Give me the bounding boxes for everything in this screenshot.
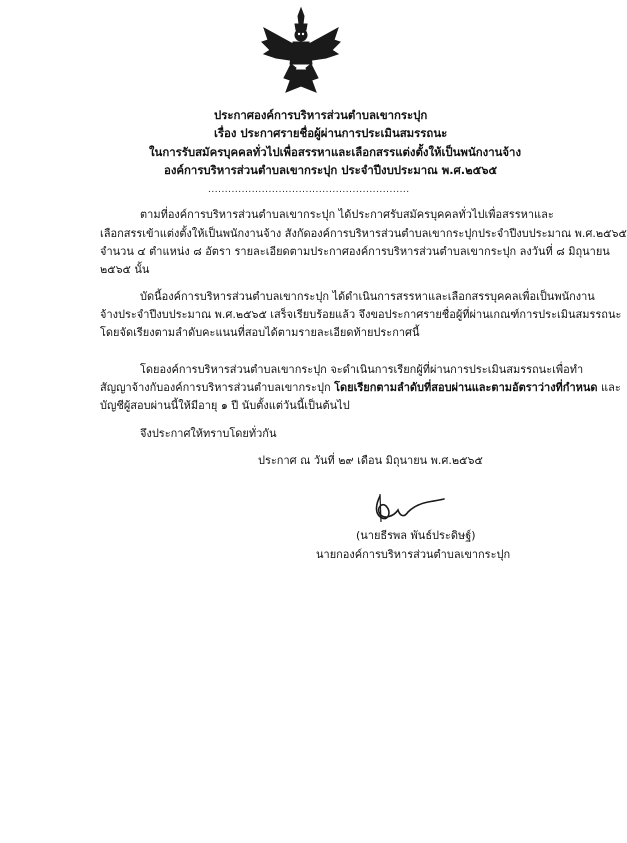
header-divider: ............................................................: [208, 185, 410, 195]
paragraph-1-line-3: จำนวน ๔ ตำแหน่ง ๘ อัตรา รายละเอียดตามประกาศองค์การบริหารส่วนตำบลเขากระปุก ลงวันที่ ๘ มิถุนายน: [100, 245, 610, 258]
announcement-subject-line3: องค์การบริหารส่วนตำบลเขากระปุก ประจำปีงบประมาณ พ.ศ.๒๕๖๕: [164, 163, 498, 177]
paragraph-3-tail: และ: [597, 381, 621, 394]
signatory-name: (นายธีรพล พันธ์ประดิษฐ์): [356, 529, 476, 542]
paragraph-1-line-2: เลือกสรรเข้าแต่งตั้งให้เป็นพนักงานจ้าง สังกัดองค์การบริหารส่วนตำบลเขากระปุกประจำปีงบประมาณ พ.ศ.๒๕๖๕: [100, 227, 627, 240]
paragraph-3-text: สัญญาจ้างกับองค์การบริหารส่วนตำบลเขากระปุก: [100, 381, 335, 394]
announcement-subject-line2: ในการรับสมัครบุคคลทั่วไปเพื่อสรรหาและเลือกสรรแต่งตั้งให้เป็นพนักงานจ้าง: [149, 145, 522, 159]
paragraph-2-line-3: โดยจัดเรียงตามลำดับคะแนนที่สอบได้ตามรายละเอียดท้ายประกาศนี้: [100, 326, 420, 339]
garuda-emblem: [260, 6, 342, 98]
announcement-title: ประกาศองค์การบริหารส่วนตำบลเขากระปุก: [214, 108, 428, 122]
paragraph-3-line-1: โดยองค์การบริหารส่วนตำบลเขากระปุก จะดำเนินการเรียกผู้ที่ผ่านการประเมินสมรรถนะเพื่อทำ: [140, 363, 584, 376]
paragraph-3-line-2: [100, 382, 621, 393]
closing-line: จึงประกาศให้ทราบโดยทั่วกัน: [140, 427, 277, 440]
paragraph-2-line-1: บัดนี้องค์การบริหารส่วนตำบลเขากระปุก ได้ดำเนินการสรรหาและเลือกสรรบุคคลเพื่อเป็นพนักงาน: [140, 290, 595, 303]
paragraph-3-line-3: บัญชีผู้สอบผ่านนี้ให้มีอายุ ๑ ปี นับตั้งแต่วันนี้เป็นต้นไป: [100, 399, 350, 412]
paragraph-1-line-4: ๒๕๖๕ นั้น: [100, 263, 150, 276]
paragraph-3-emphasis: โดยเรียกตามลำดับที่สอบผ่านและตามอัตราว่างที่กำหนด: [334, 381, 598, 394]
paragraph-2-line-2: จ้างประจำปีงบประมาณ พ.ศ.๒๕๖๕ เสร็จเรียบร้อยแล้ว จึงขอประกาศรายชื่อผู้ที่ผ่านเกณฑ์การประเมินสมรรถนะ: [100, 308, 622, 321]
announcement-date: ประกาศ ณ วันที่ ๒๙ เดือน มิถุนายน พ.ศ.๒๕๖๕: [258, 454, 483, 467]
signatory-position: นายกองค์การบริหารส่วนตำบลเขากระปุก: [316, 548, 511, 561]
paragraph-1-line-1: ตามที่องค์การบริหารส่วนตำบลเขากระปุก ได้ประกาศรับสมัครบุคคลทั่วไปเพื่อสรรหาและ: [140, 208, 554, 221]
signature: [366, 490, 446, 530]
announcement-subject: เรื่อง ประกาศรายชื่อผู้ผ่านการประเมินสมรรถนะ: [214, 126, 448, 140]
